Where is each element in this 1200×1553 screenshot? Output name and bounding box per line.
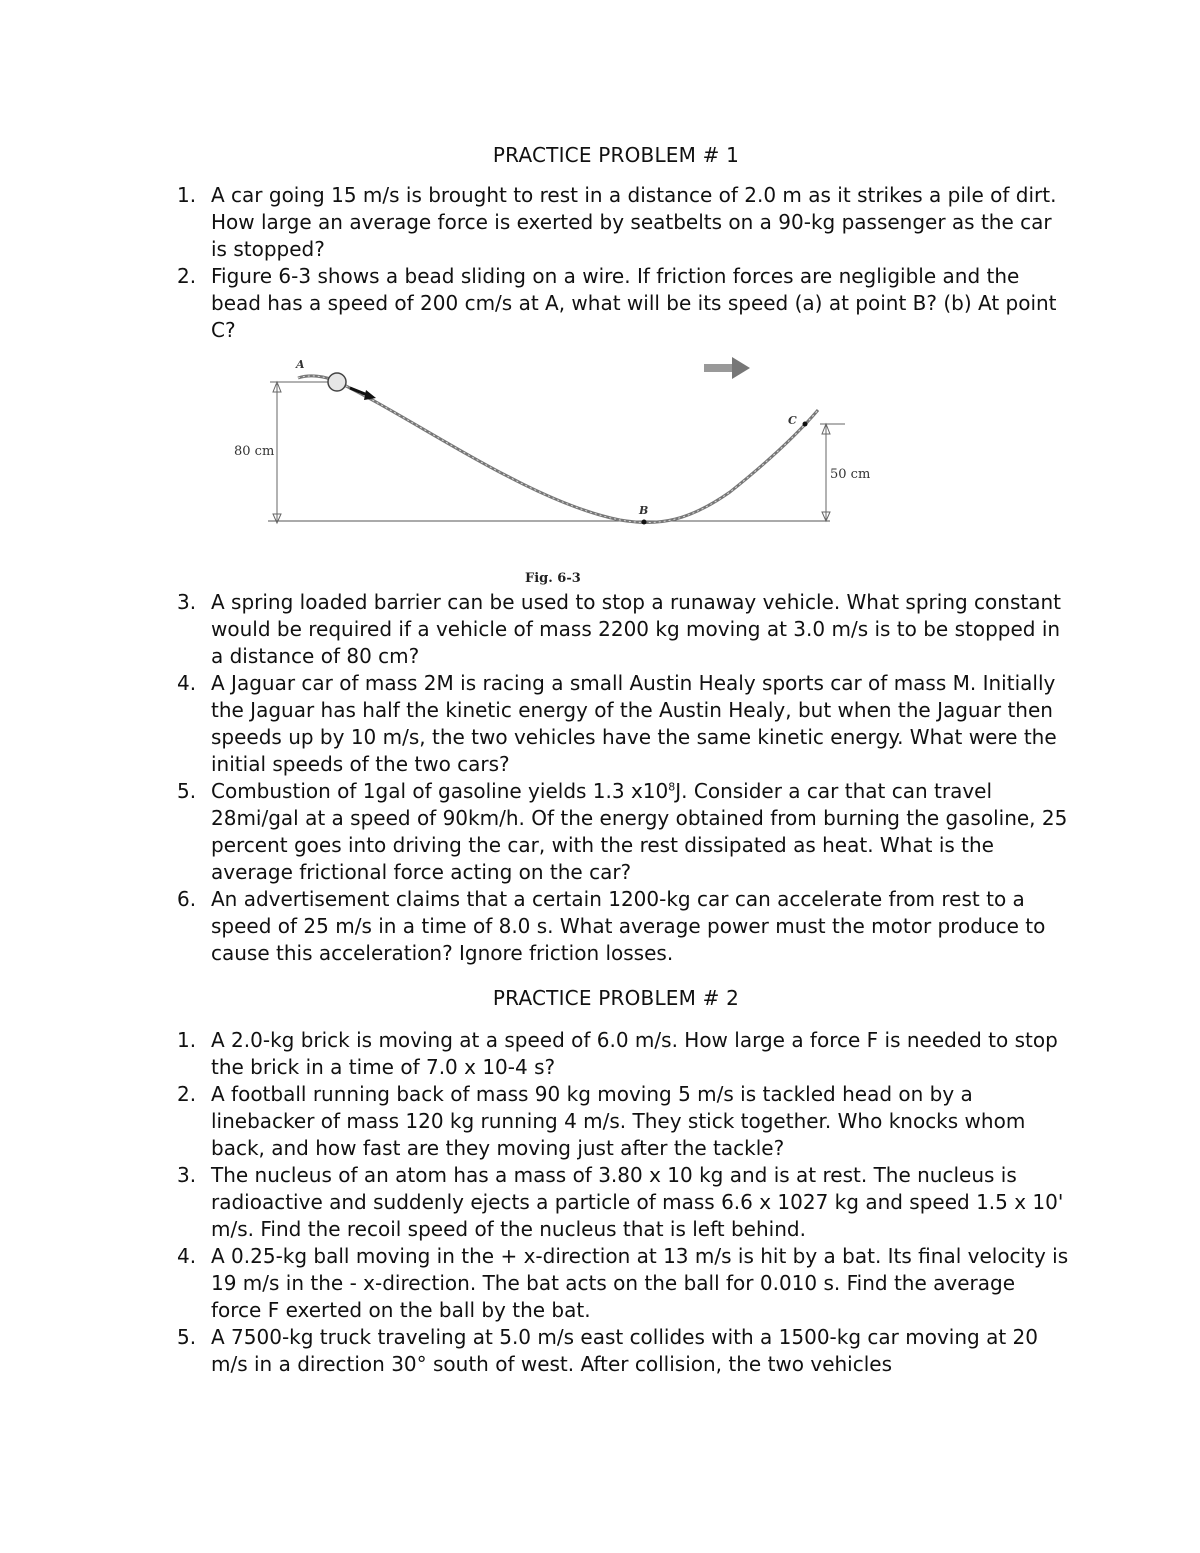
bead-velocity-arrow-head: [364, 390, 376, 400]
problem-text: A 2.0-kg brick is moving at a speed of 6.0 m/s. How large a force F is needed to stop the brick in a time of 7.0 x 10-4 s?: [211, 1028, 1058, 1079]
problem-list-1a: [170, 182, 1070, 344]
list-item: [170, 670, 1070, 778]
section-2-heading: PRACTICE PROBLEM # 2: [492, 986, 740, 1010]
exponent: 8: [668, 780, 676, 794]
section-1-heading: PRACTICE PROBLEM # 1: [492, 143, 740, 167]
point-a-label: A: [296, 358, 305, 371]
direction-arrow-shaft: [704, 364, 734, 372]
problem-number: 5.: [177, 1325, 197, 1349]
figure-caption: Fig. 6-3: [525, 571, 581, 586]
problem-text: A 0.25-kg ball moving in the + x-direction at 13 m/s is hit by a bat. Its final velocity is 19 m/s in the - x-direction. The bat acts on the ball for 0.010 s. Find the average force F exerted on the ball by the bat.: [211, 1244, 1069, 1322]
problem-text-part: Combustion of 1gal of gasoline yields 1.3 x10: [211, 779, 669, 803]
problem-number: 4.: [177, 1244, 197, 1268]
list-item: [170, 1324, 1070, 1378]
problem-text: An advertisement claims that a certain 1200-kg car can accelerate from rest to a speed of 25 m/s in a time of 8.0 s. What average power must the motor produce to cause this acceleration? Ignore friction losses.: [211, 887, 1046, 965]
list-item: [170, 263, 1070, 344]
list-item: [170, 182, 1070, 263]
wire-texture: [298, 376, 818, 523]
right-height-label: 50 cm: [830, 467, 871, 482]
list-item: [170, 1081, 1070, 1162]
list-item: [170, 1162, 1070, 1243]
direction-arrow-head: [732, 357, 750, 379]
list-item: [170, 886, 1070, 967]
problem-number: 2.: [177, 1082, 197, 1106]
problem-text: A 7500-kg truck traveling at 5.0 m/s east collides with a 1500-kg car moving at 20 m/s in a direction 30° south of west. After collision, the two vehicles: [211, 1325, 1038, 1376]
problem-text: A car going 15 m/s is brought to rest in a distance of 2.0 m as it strikes a pile of dirt. How large an average force is exerted by seatbelts on a 90-kg passenger as the car is stopped?: [211, 183, 1057, 261]
point-c-label: C: [788, 414, 797, 427]
problem-text-part: J. Consider a car that can travel 28mi/gal at a speed of 90km/h. Of the energy obtained from burning the gasoline, 25 percent goes into driving the car, with the rest dissipated as heat. What is the average frictional force acting on the car?: [211, 779, 1068, 884]
problem-number: 1.: [177, 1028, 197, 1052]
problem-text: A spring loaded barrier can be used to stop a runaway vehicle. What spring constant would be required if a vehicle of mass 2200 kg moving at 3.0 m/s is to be stopped in a distance of 80 cm?: [211, 590, 1061, 668]
problem-list-1b: [170, 589, 1070, 967]
problem-text: [211, 779, 1067, 884]
problem-text: A Jaguar car of mass 2M is racing a small Austin Healy sports car of mass M. Initially the Jaguar has half the kinetic energy of the Austin Healy, but when the Jaguar then speeds up by 10 m/s, the two vehicles have the same kinetic energy. What were the initial speeds of the two cars?: [211, 671, 1057, 776]
problem-number: 3.: [177, 590, 197, 614]
figure-6-3: [220, 352, 900, 592]
problem-number: 3.: [177, 1163, 197, 1187]
list-item: [170, 1027, 1070, 1081]
problem-number: 1.: [177, 183, 197, 207]
list-item: [170, 1243, 1070, 1324]
problem-text: A football running back of mass 90 kg moving 5 m/s is tackled head on by a linebacker of mass 120 kg running 4 m/s. They stick together. Who knocks whom back, and how fast are they moving just after the tackle?: [211, 1082, 1026, 1160]
list-item: [170, 778, 1070, 886]
problem-text: The nucleus of an atom has a mass of 3.80 x 10 kg and is at rest. The nucleus is radioactive and suddenly ejects a particle of mass 6.6 x 1027 kg and speed 1.5 x 10' m/s. Find the recoil speed of the nucleus that is left behind.: [211, 1163, 1064, 1241]
point-b-label: B: [639, 504, 649, 517]
problem-number: 5.: [177, 779, 197, 803]
problem-number: 2.: [177, 264, 197, 288]
bead: [328, 373, 346, 391]
problem-number: 4.: [177, 671, 197, 695]
list-item: [170, 589, 1070, 670]
problem-text: Figure 6-3 shows a bead sliding on a wire. If friction forces are negligible and the bead has a speed of 200 cm/s at A, what will be its speed (a) at point B? (b) At point C?: [211, 264, 1057, 342]
problem-list-2: [170, 1027, 1070, 1378]
point-b-marker: [642, 520, 647, 525]
problem-number: 6.: [177, 887, 197, 911]
left-height-label: 80 cm: [234, 444, 275, 459]
point-c-marker: [803, 422, 808, 427]
